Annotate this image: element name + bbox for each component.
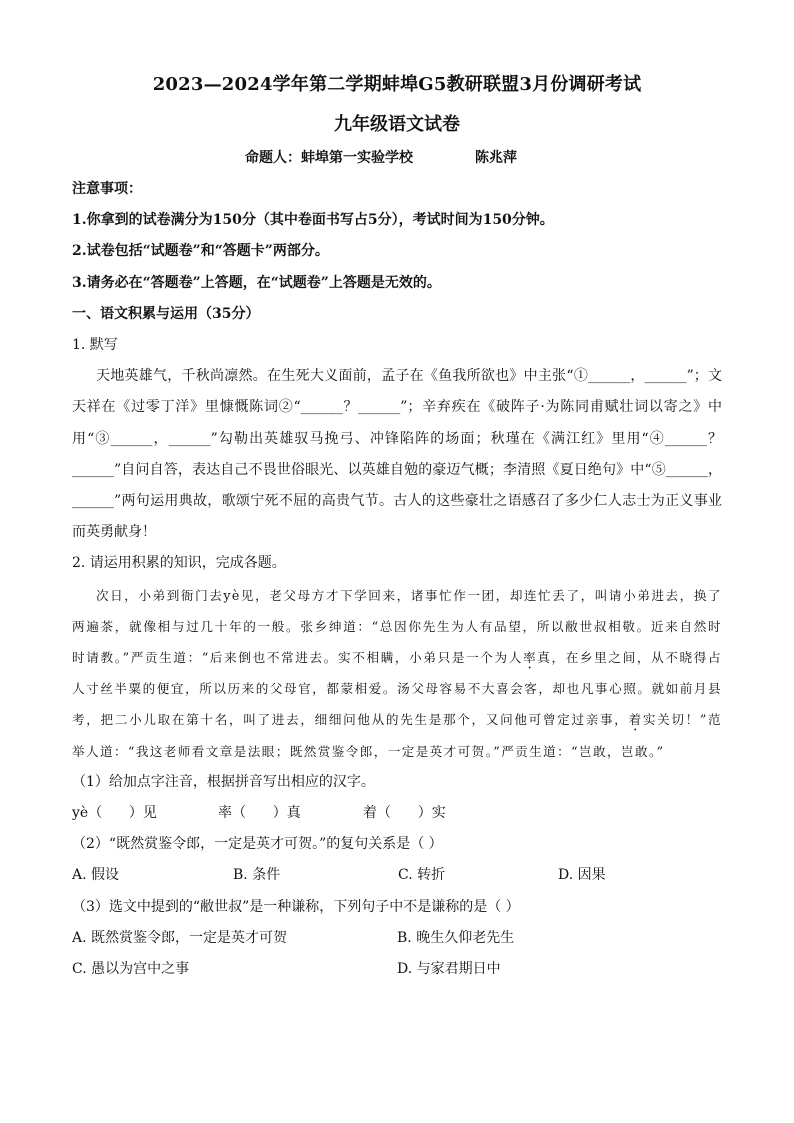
subquestion-3-options [72,923,722,985]
option-d: D. 因果 [558,867,606,884]
subquestion-1: （1）给加点字注音，根据拼音写出相应的汉字。 [72,773,375,790]
subquestion-2: （2）“既然赏鉴令郎，一定是英才可贺。”的复句关系是（ ） [72,836,443,853]
option-d: D. 与家君期日中 [397,961,501,978]
exam-subtitle: 九年级语文试卷 [334,114,460,135]
dotted-character: 着 [628,712,643,728]
notice-item: 3.请务必在“答题卷”上答题，在“试题卷”上答题是无效的。 [72,274,441,291]
option-c: C. 转折 [398,867,446,884]
subquestion-3: （3）选文中提到的“敝世叔”是一种谦称，下列句子中不是谦称的是（ ） [72,898,520,915]
exam-title: 2023—2024学年第二学期蚌埠G5教研联盟3月份调研考试 [152,74,642,95]
passage-segment: 次日，小弟到衙门去yè见，老父母方才下学回来，诸事忙作一团，却连忙丢了，叫请小弟进去，换了两遍茶，就像相与过几十年的一般。张乡绅道：“总因你先生为人有品望，所以敝世叔相敬。近来自然时时请教。”严贡生道：“后来倒也不常进去。实不相瞒，小弟只是一个为人 [72,587,722,666]
author-label: 命题人：蚌埠第一实验学校 [245,150,413,166]
passage-segment: 真，在乡里之间，从不晓得占人寸丝半粟的便宜，所以历来的父母官，都蒙相爱。汤父母容易不大喜会客，却也凡事心照。就如前月县考，把二小儿取在第十名，叫了进去，细细问他从的先生是那个，又问他可曾定过亲事， [72,650,722,728]
pinyin-blank-item: yè（ ）见 [72,805,157,822]
author-name: 陈兆萍 [475,150,517,166]
passage-segment: 实关切！”范举人道：“我这老师看文章是法眼；既然赏鉴令郎，一定是英才可贺。”严贡生道：“岂敢，岂敢。” [72,712,723,759]
notice-item: 2.试卷包括“试题卷”和“答题卡”两部分。 [72,243,329,260]
question-1-text: 天地英雄气，千秋尚凛然。在生死大义面前，孟子在《鱼我所欲也》中主张“①______，______”；文天祥在《过零丁洋》里慷慨陈词②“______？______”；辛弃疾在《破阵子·为陈同甫赋壮词以寄之》中用“③______，______”勾勒出英雄驭马挽弓、冲锋陷阵的场面；秋瑾在《满江红》里用“④______？______”自问自答，表达自己不畏世俗眼光、以英雄自勉的豪迈气概；李清照《夏日绝句》中“⑤______，______”两句运用典故，歌颂宁死不屈的高贵气节。古人的这些豪壮之语感召了多少仁人志士为正义事业而英勇献身！ [72,368,722,541]
reading-passage [72,580,722,767]
author-line [245,143,645,173]
section-heading: 一、语文积累与运用（35分） [72,305,260,322]
subquestion-2-options [72,860,722,891]
dotted-character: 率 [523,650,538,666]
exam-body [72,174,722,985]
pinyin-blank-item: 率（ ）真 [218,805,301,822]
option-a: A. 既然赏鉴令郎，一定是英才可贺 [72,929,288,946]
option-a: A. 假设 [72,867,120,884]
notice-heading: 注意事项： [72,181,142,197]
option-b: B. 条件 [233,867,281,884]
option-b: B. 晚生久仰老先生 [397,929,515,946]
question-1-label: 1. 默写 [72,337,118,354]
question-2-label: 2. 请运用积累的知识，完成各题。 [72,555,286,572]
subquestion-1-blanks [72,798,722,829]
option-c: C. 愚以为宫中之事 [72,961,190,978]
notice-item: 1.你拿到的试卷满分为150分（其中卷面书写占5分），考试时间为150分钟。 [72,212,554,229]
pinyin-blank-item: 着（ ）实 [363,805,446,822]
